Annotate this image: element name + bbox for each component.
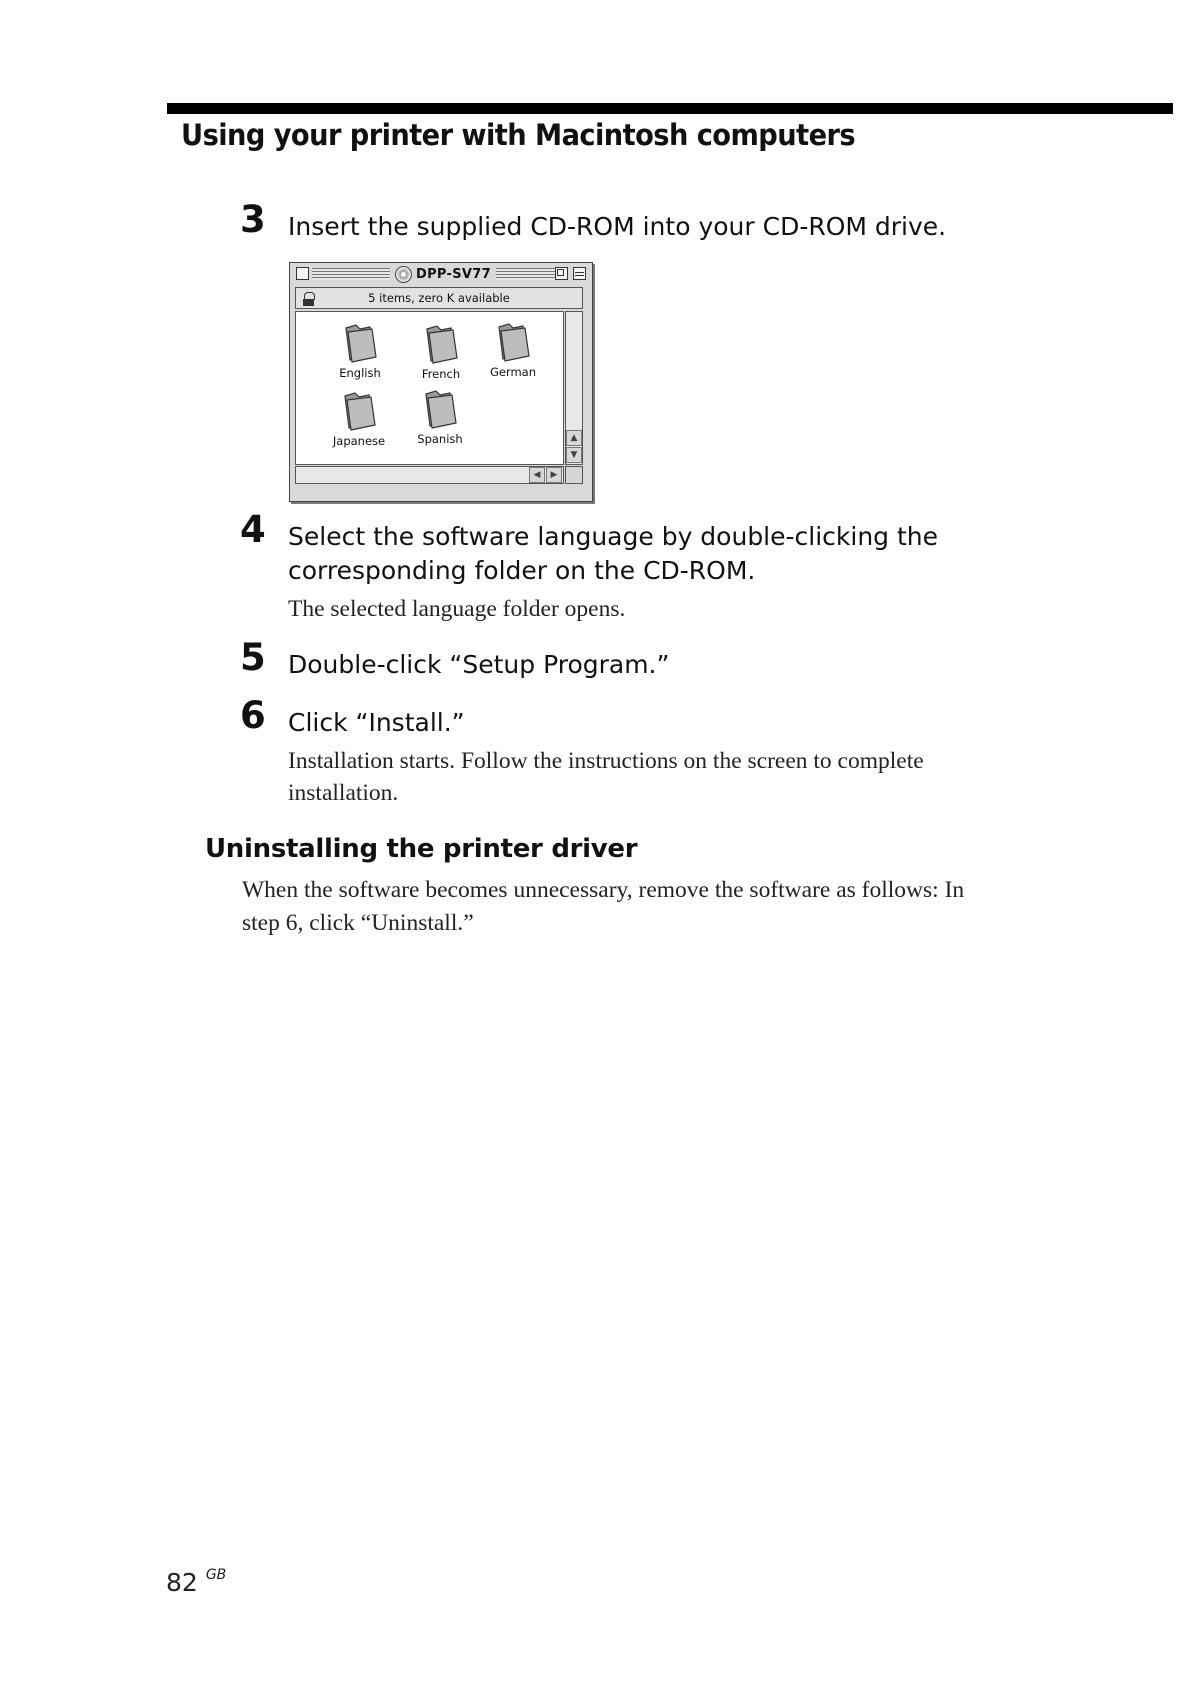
- window-title: DPP-SV77: [416, 266, 491, 282]
- step-number-5: 5: [240, 636, 266, 679]
- folder-icon: [340, 320, 380, 364]
- cd-rom-icon: [395, 266, 412, 283]
- step-number-6: 6: [240, 694, 266, 737]
- window-title-group: [390, 265, 496, 283]
- folder-japanese[interactable]: [324, 388, 394, 448]
- step-text-4-line2: corresponding folder on the CD-ROM.: [288, 556, 756, 585]
- header-rule: [167, 103, 1173, 114]
- horizontal-scrollbar[interactable]: [295, 466, 564, 484]
- folder-spanish[interactable]: [405, 386, 475, 446]
- folder-label: Spanish: [417, 432, 463, 446]
- step-text-3: Insert the supplied CD-ROM into your CD-ROM drive.: [288, 212, 947, 241]
- uninstall-body: [242, 874, 1072, 940]
- folder-icon: [339, 388, 379, 432]
- scroll-left-icon[interactable]: ◀: [529, 467, 545, 483]
- uninstall-heading: Uninstalling the printer driver: [205, 834, 638, 864]
- folder-label: English: [339, 366, 381, 380]
- section-title: Using your printer with Macintosh computers: [181, 118, 856, 152]
- folder-label: French: [421, 367, 461, 381]
- page-number: 82: [166, 1568, 198, 1597]
- page-footer: [166, 1567, 226, 1597]
- folder-french[interactable]: [406, 321, 476, 381]
- collapse-box-icon[interactable]: [573, 267, 586, 280]
- scroll-up-icon[interactable]: ▲: [566, 430, 582, 446]
- step-text-6: Click “Install.”: [288, 708, 465, 737]
- window-titlebar[interactable]: [290, 263, 592, 285]
- step-note-6-line1: Installation starts. Follow the instructions on the screen to complete: [288, 748, 924, 774]
- folder-german[interactable]: [478, 319, 548, 379]
- scroll-down-icon[interactable]: ▼: [566, 447, 582, 463]
- step-note-6-line2: installation.: [288, 780, 399, 806]
- folder-label: German: [489, 365, 537, 379]
- vertical-scrollbar[interactable]: [565, 311, 583, 465]
- zoom-box-icon[interactable]: [555, 267, 568, 280]
- step-number-4: 4: [240, 508, 266, 551]
- scroll-right-icon[interactable]: ▶: [546, 467, 562, 483]
- folder-label: Japanese: [332, 434, 386, 448]
- folder-english[interactable]: [325, 320, 395, 380]
- folder-icon: [420, 386, 460, 430]
- folder-icon: [493, 319, 533, 363]
- finder-window: [289, 262, 593, 502]
- uninstall-body-line2: step 6, click “Uninstall.”: [242, 910, 474, 936]
- uninstall-body-line1: When the software becomes unnecessary, remove the software as follows: In: [242, 877, 965, 903]
- window-content: [295, 311, 564, 465]
- region-code: GB: [205, 1567, 227, 1583]
- step-number-3: 3: [240, 198, 266, 241]
- window-info-bar: [295, 287, 583, 309]
- step-text-5: Double-click “Setup Program.”: [288, 650, 670, 679]
- resize-grip-icon[interactable]: [565, 466, 583, 484]
- step-note-4: The selected language folder opens.: [288, 596, 626, 622]
- window-info-text: 5 items, zero K available: [368, 291, 510, 305]
- folder-icon: [421, 321, 461, 365]
- step-text-4-line1: Select the software language by double-clicking the: [288, 522, 939, 551]
- close-box-icon[interactable]: [296, 267, 309, 280]
